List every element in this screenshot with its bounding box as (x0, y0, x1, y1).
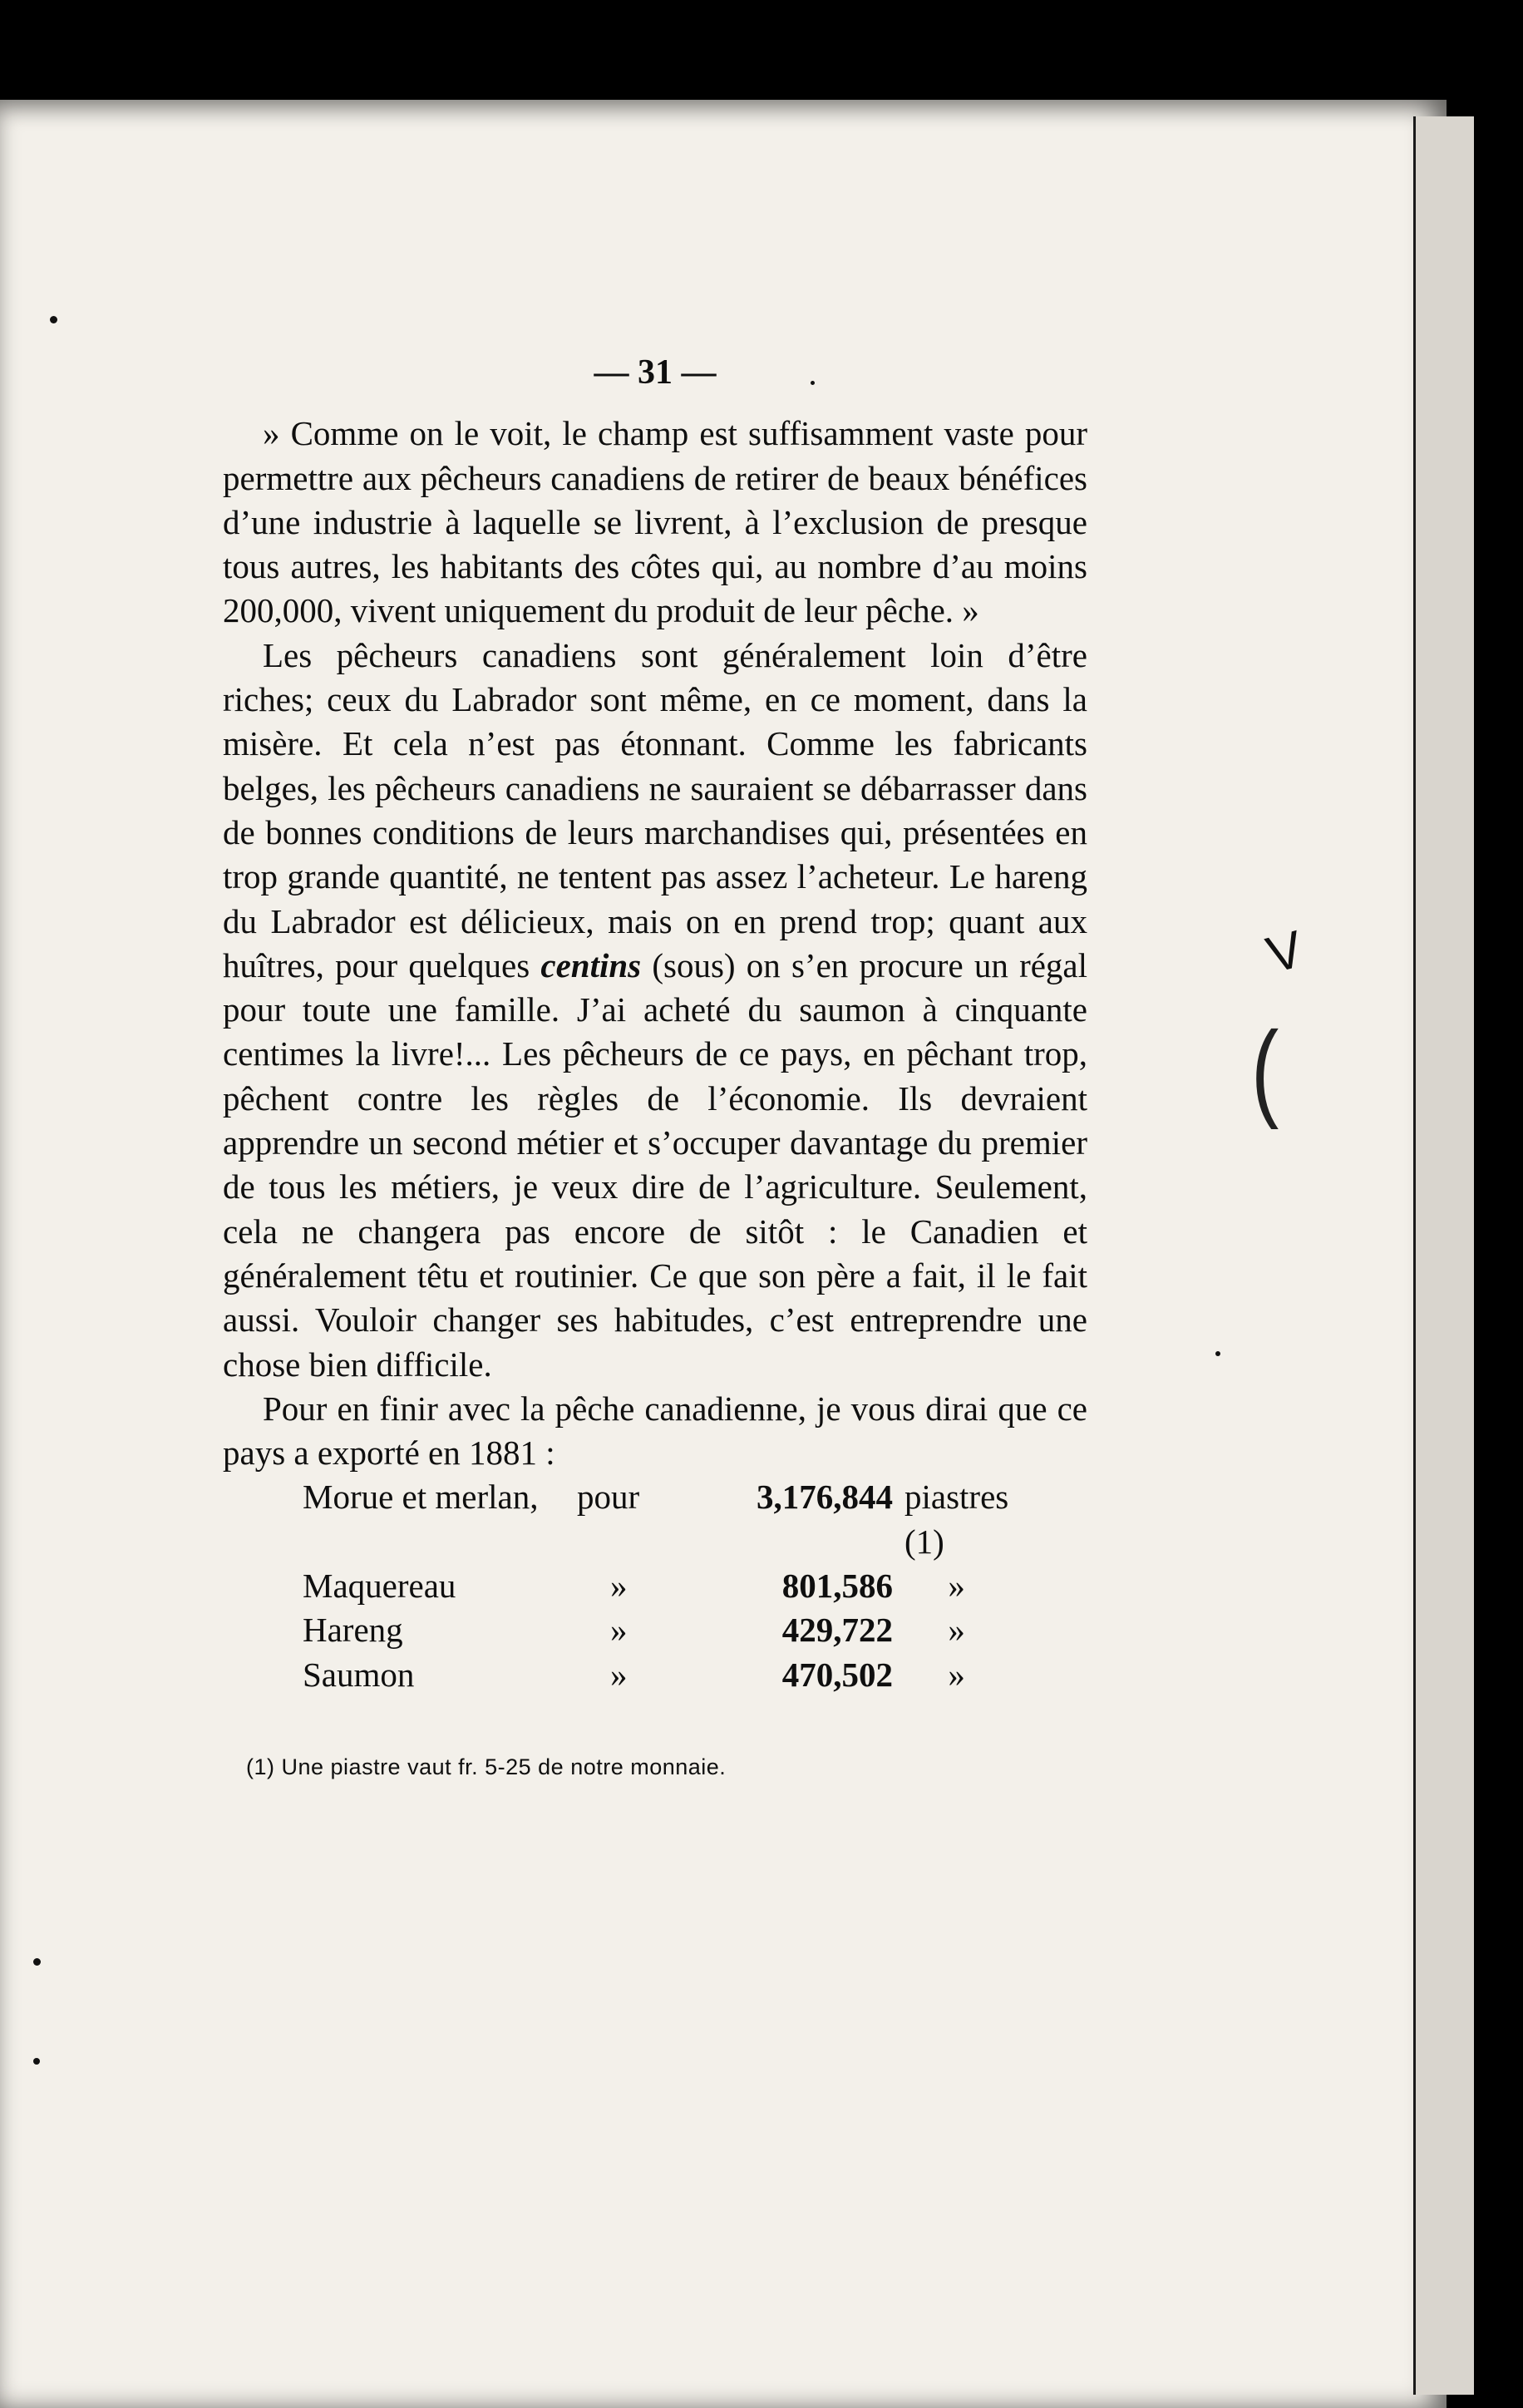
export-unit: » (948, 1655, 965, 1694)
margin-pencil-mark: V (1260, 920, 1309, 985)
export-product: Hareng (303, 1611, 403, 1650)
export-unit: » (948, 1611, 965, 1650)
page-number: — 31 — (594, 353, 717, 392)
table-row (303, 1653, 1008, 1697)
ink-speck (50, 316, 57, 323)
paragraph-exports-intro: Pour en finir avec la pêche canadienne, je vous dirai que ce pays a exporté en 1881 : (223, 1389, 1087, 1473)
paragraph-quote: » Comme on le voit, le champ est suffisamment vaste pour permettre aux pêcheurs canadiens de retirer de beaux bénéfices d’une industrie à laquelle se livrent, à l’exclusion de presque tous autres, les habitants des côtes qui, au nombre d’au moins 200,000, vivent uniquement du produit de leur pêche. » (223, 414, 1087, 630)
export-product: Maquereau (303, 1567, 456, 1606)
export-pour: » (610, 1611, 628, 1650)
ink-speck (33, 2058, 40, 2065)
italic-word-centins: centins (540, 945, 642, 984)
export-product: Saumon (303, 1655, 415, 1694)
table-row (303, 1564, 1008, 1608)
export-pour: » (610, 1655, 628, 1694)
paragraph-fishermen-continued: (sous) on s’en procure un régal pour toute une famille. J’ai acheté du saumon à cinquante centimes la livre!... Les pêcheurs de ce pays, en pêchant trop, pêchent contre les règles de l’économie. Ils devraient apprendre un second métier et s’occuper davantage du premier de tous les métiers, je veux dire de l’agriculture. Seulement, cela ne changera pas encore de sitôt : le Canadien et généralement têtu et routinier. Ce que son père a fait, il le fait aussi. Vouloir changer ses habitudes, c’est entreprendre une chose bien difficile. (223, 945, 1088, 1384)
export-unit: piastres (1) (904, 1478, 1009, 1561)
export-product: Morue et merlan, (303, 1478, 539, 1517)
ink-speck (1215, 1351, 1220, 1356)
ink-speck (33, 1958, 41, 1966)
exports-table (303, 1475, 1008, 1696)
margin-pencil-bracket: ( (1251, 1009, 1279, 1131)
page-edge (1413, 116, 1474, 2395)
paragraph-fishermen (223, 634, 1087, 1387)
export-pour: pour (577, 1478, 640, 1517)
ink-speck (811, 381, 815, 385)
export-amount: 470,502 (781, 1655, 893, 1694)
export-amount: 3,176,844 (757, 1478, 893, 1517)
footnote: (1) Une piastre vaut fr. 5-25 de notre monnaie. (246, 1754, 727, 1779)
table-row (303, 1608, 1008, 1652)
page-content (223, 333, 1087, 1789)
export-amount: 801,586 (781, 1567, 893, 1606)
export-pour: » (610, 1567, 628, 1606)
table-row (303, 1475, 1008, 1564)
export-amount: 429,722 (781, 1611, 893, 1650)
paragraph-fishermen-text: Les pêcheurs canadiens sont généralement loin d’être riches; ceux du Labrador sont même, en ce moment, dans la misère. Et cela n’est pas étonnant. Comme les fabricants belges, les pêcheurs canadiens ne sauraient se débarrasser dans de bonnes conditions de leurs marchandises qui, présentées en trop grande quantité, ne tentent pas assez l’acheteur. Le hareng du Labrador est délicieux, mais on en prend trop; quant aux huîtres, pour quelques (223, 635, 1087, 984)
export-unit: » (948, 1567, 965, 1606)
